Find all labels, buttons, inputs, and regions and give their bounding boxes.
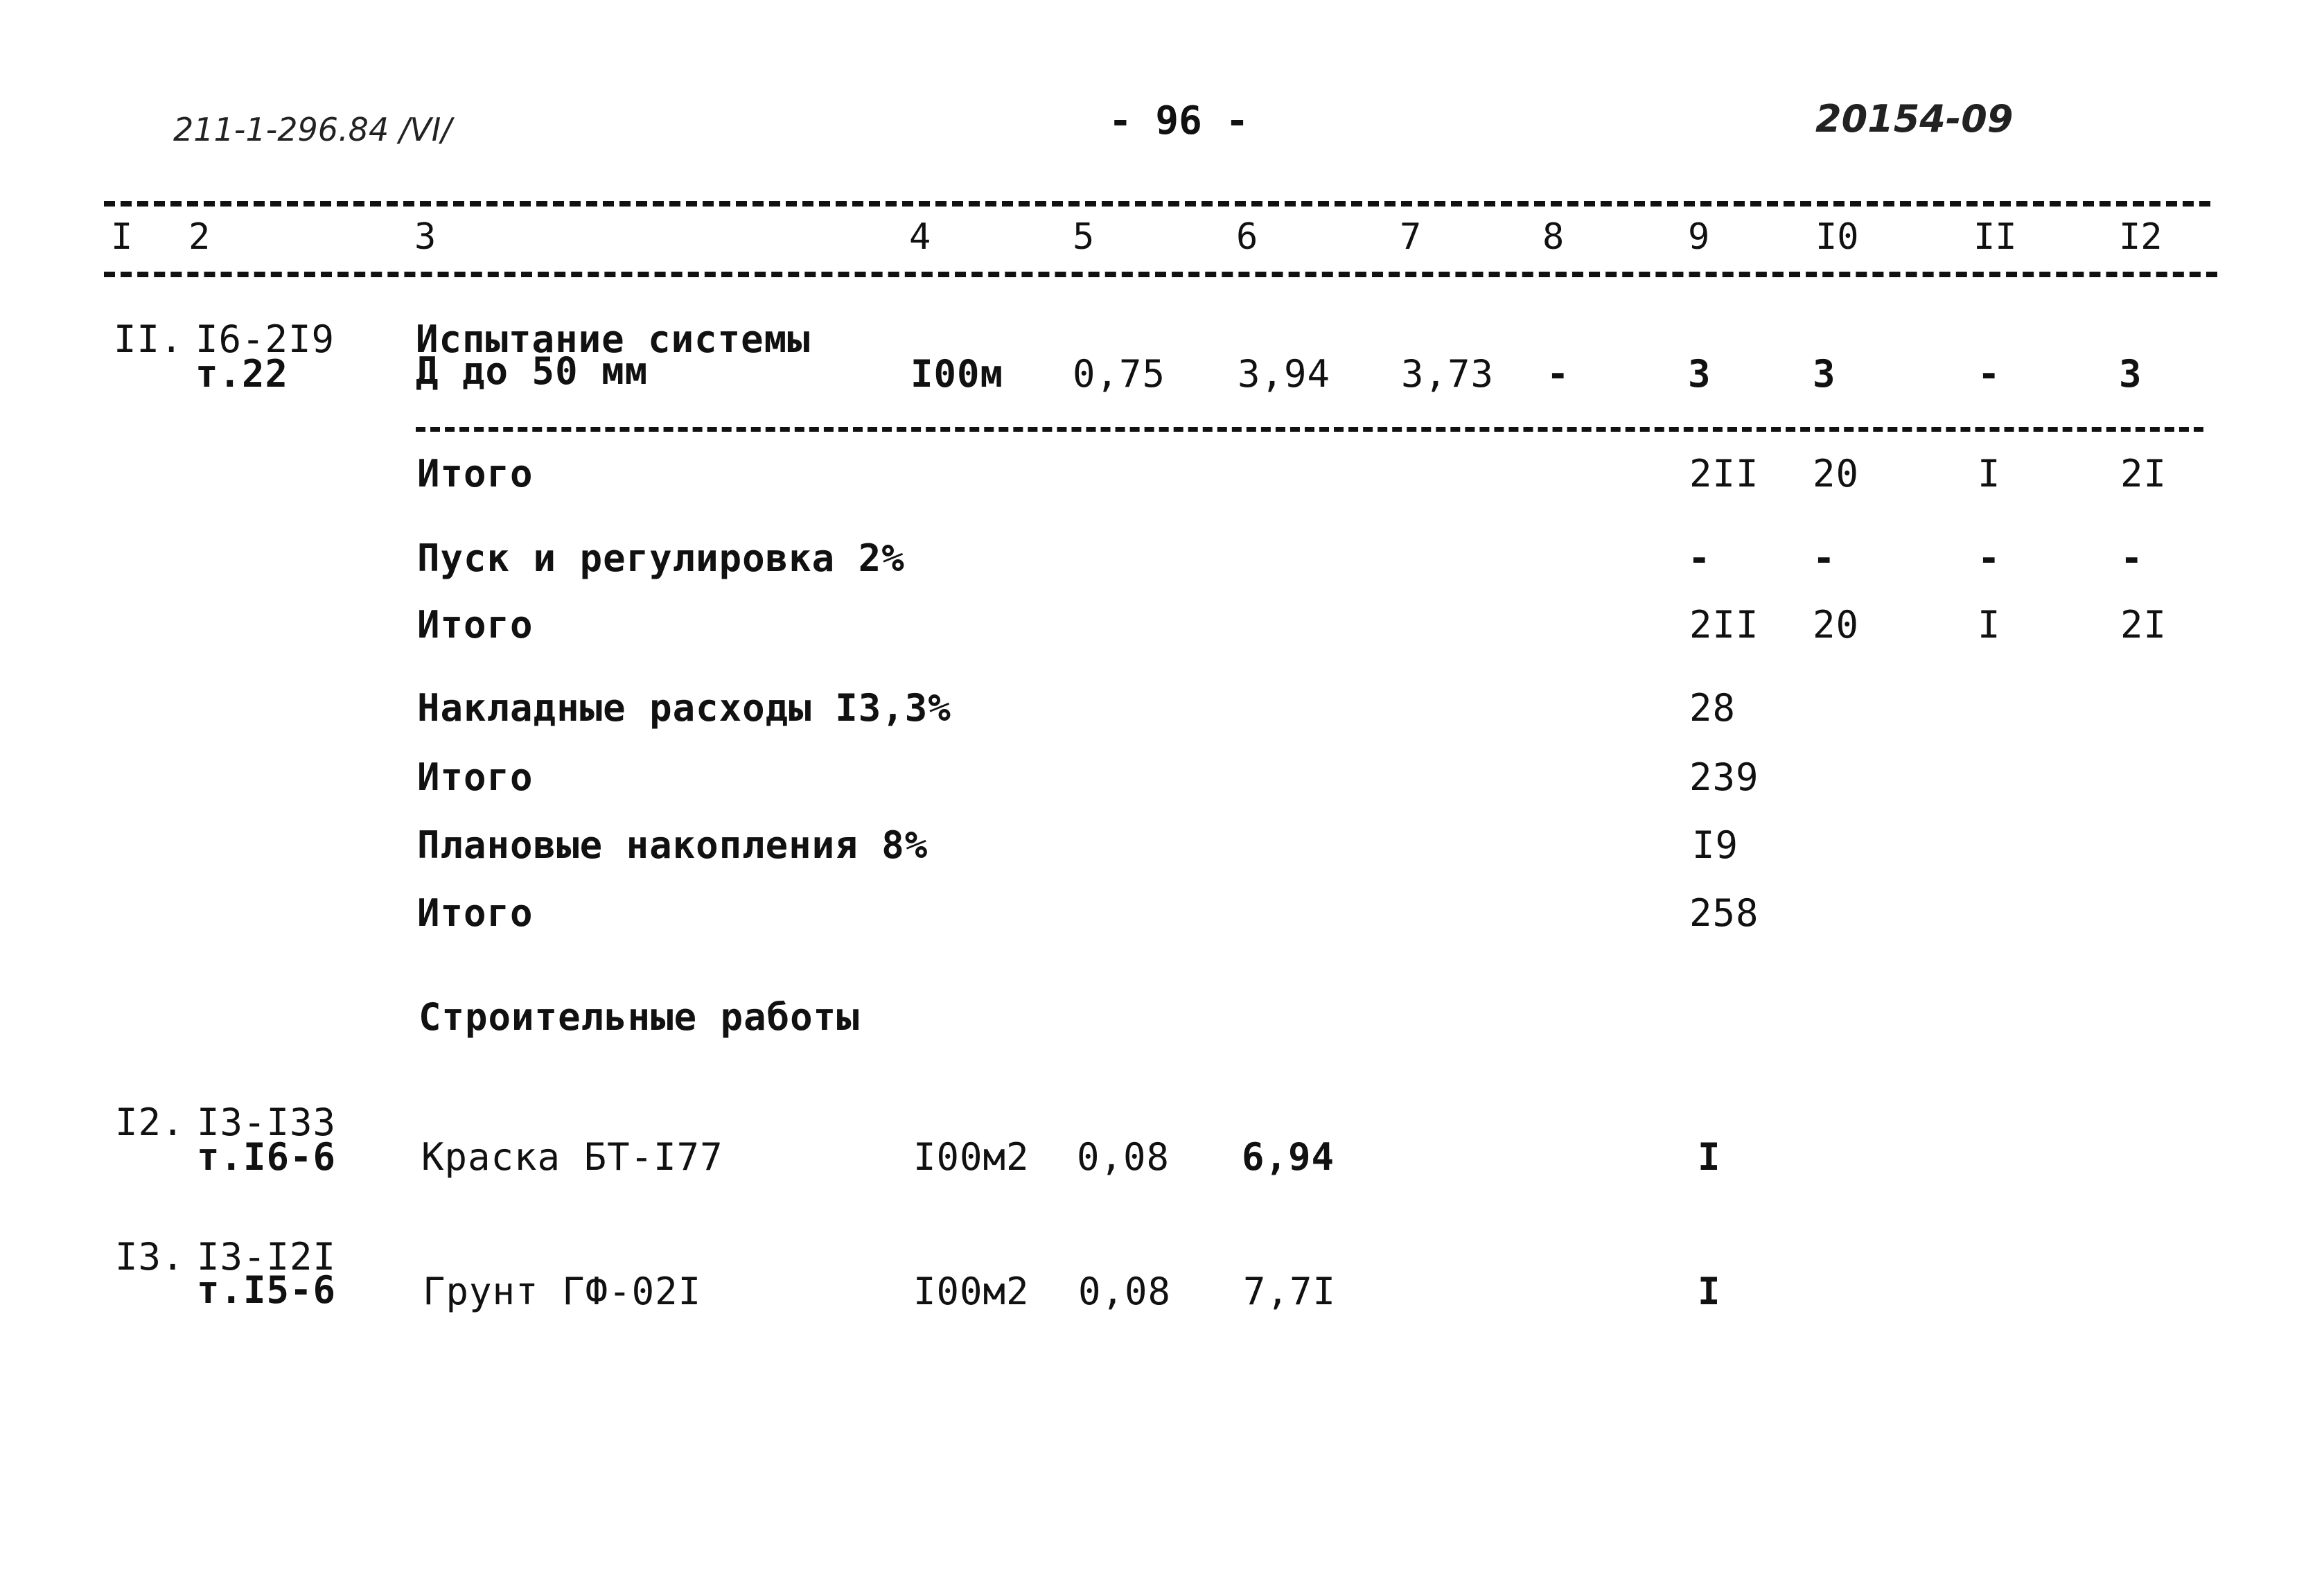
row-number: II. xyxy=(114,317,184,361)
row-number: I3. xyxy=(115,1235,185,1279)
total-label: Итого xyxy=(417,891,534,935)
total-label: Итого xyxy=(417,452,534,496)
total-label: Накладные расходы I3,3% xyxy=(417,686,951,730)
work-name: Краска БТ-I77 xyxy=(421,1135,723,1179)
total-col9: 2II xyxy=(1689,452,1759,496)
norm-table-ref: т.I6-6 xyxy=(197,1135,337,1179)
total-label: Плановые накопления 8% xyxy=(417,823,928,867)
column-header: I2 xyxy=(2119,216,2163,258)
norm-table-ref: т.I5-6 xyxy=(197,1268,337,1312)
column-header: 3 xyxy=(414,216,437,258)
column-header: II xyxy=(1973,216,2017,258)
norm-code: I3-I33 xyxy=(197,1101,337,1144)
section-title: Строительные работы xyxy=(419,995,860,1039)
work-name-cont: Д до 50 мм xyxy=(416,349,649,393)
total-col9: 2II xyxy=(1689,603,1759,647)
column-header: 9 xyxy=(1688,216,1710,258)
total-col10: 20 xyxy=(1813,603,1860,647)
col6-cell: 7,7I xyxy=(1243,1270,1337,1313)
header-bottom-rule xyxy=(104,272,2217,277)
column-header: 4 xyxy=(909,216,931,258)
quantity-cell: 0,08 xyxy=(1077,1135,1170,1179)
total-col12: - xyxy=(2120,536,2144,580)
total-col10: - xyxy=(1813,536,1836,580)
row-number: I2. xyxy=(115,1101,185,1144)
total-label: Итого xyxy=(417,603,534,647)
column-header: 8 xyxy=(1542,216,1565,258)
col9-cell: I xyxy=(1698,1135,1721,1179)
unit-cell: I00м xyxy=(910,352,1004,396)
total-label: Итого xyxy=(417,755,534,799)
unit-cell: I00м2 xyxy=(913,1135,1030,1179)
column-header: 6 xyxy=(1236,216,1258,258)
unit-cell: I00м2 xyxy=(913,1270,1030,1313)
total-col12: 2I xyxy=(2120,603,2167,647)
column-header: I xyxy=(111,216,133,258)
total-col9: 28 xyxy=(1689,686,1736,730)
quantity-cell: 0,75 xyxy=(1073,352,1166,396)
total-col12: 2I xyxy=(2120,452,2167,496)
work-name: Испытание системы xyxy=(416,317,811,361)
col6-cell: 3,94 xyxy=(1238,352,1331,396)
header-top-rule xyxy=(104,201,2210,207)
total-col11: I xyxy=(1978,452,2001,496)
column-header: I0 xyxy=(1815,216,1859,258)
col7-cell: 3,73 xyxy=(1401,352,1495,396)
norm-table-ref: т.22 xyxy=(195,352,289,396)
norm-code: I6-2I9 xyxy=(195,317,335,361)
column-header: 7 xyxy=(1400,216,1422,258)
document-code: 211-1-296.84 /VI/ xyxy=(173,111,452,148)
stamp-number: 20154-09 xyxy=(1815,97,2014,141)
column-header: 5 xyxy=(1073,216,1095,258)
total-col9: 239 xyxy=(1689,755,1759,799)
col8-cell: - xyxy=(1547,352,1570,396)
col10-cell: 3 xyxy=(1813,352,1836,396)
page-number: - 96 - xyxy=(1109,98,1249,143)
total-col10: 20 xyxy=(1813,452,1860,496)
total-label: Пуск и регулировка 2% xyxy=(417,536,905,580)
total-col9: - xyxy=(1688,536,1711,580)
total-col11: - xyxy=(1978,536,2001,580)
norm-code: I3-I2I xyxy=(197,1235,337,1279)
quantity-cell: 0,08 xyxy=(1078,1270,1172,1313)
subtotal-rule xyxy=(416,427,2203,432)
total-col9: I9 xyxy=(1692,823,1739,867)
col11-cell: - xyxy=(1978,352,2001,396)
work-name: Грунт ГФ-02I xyxy=(423,1270,702,1313)
column-header: 2 xyxy=(188,216,211,258)
col6-cell: 6,94 xyxy=(1242,1135,1335,1179)
col12-cell: 3 xyxy=(2119,352,2142,396)
col9-cell: I xyxy=(1698,1270,1721,1313)
total-col11: I xyxy=(1978,603,2001,647)
col9-cell: 3 xyxy=(1688,352,1711,396)
total-col9: 258 xyxy=(1689,891,1759,935)
